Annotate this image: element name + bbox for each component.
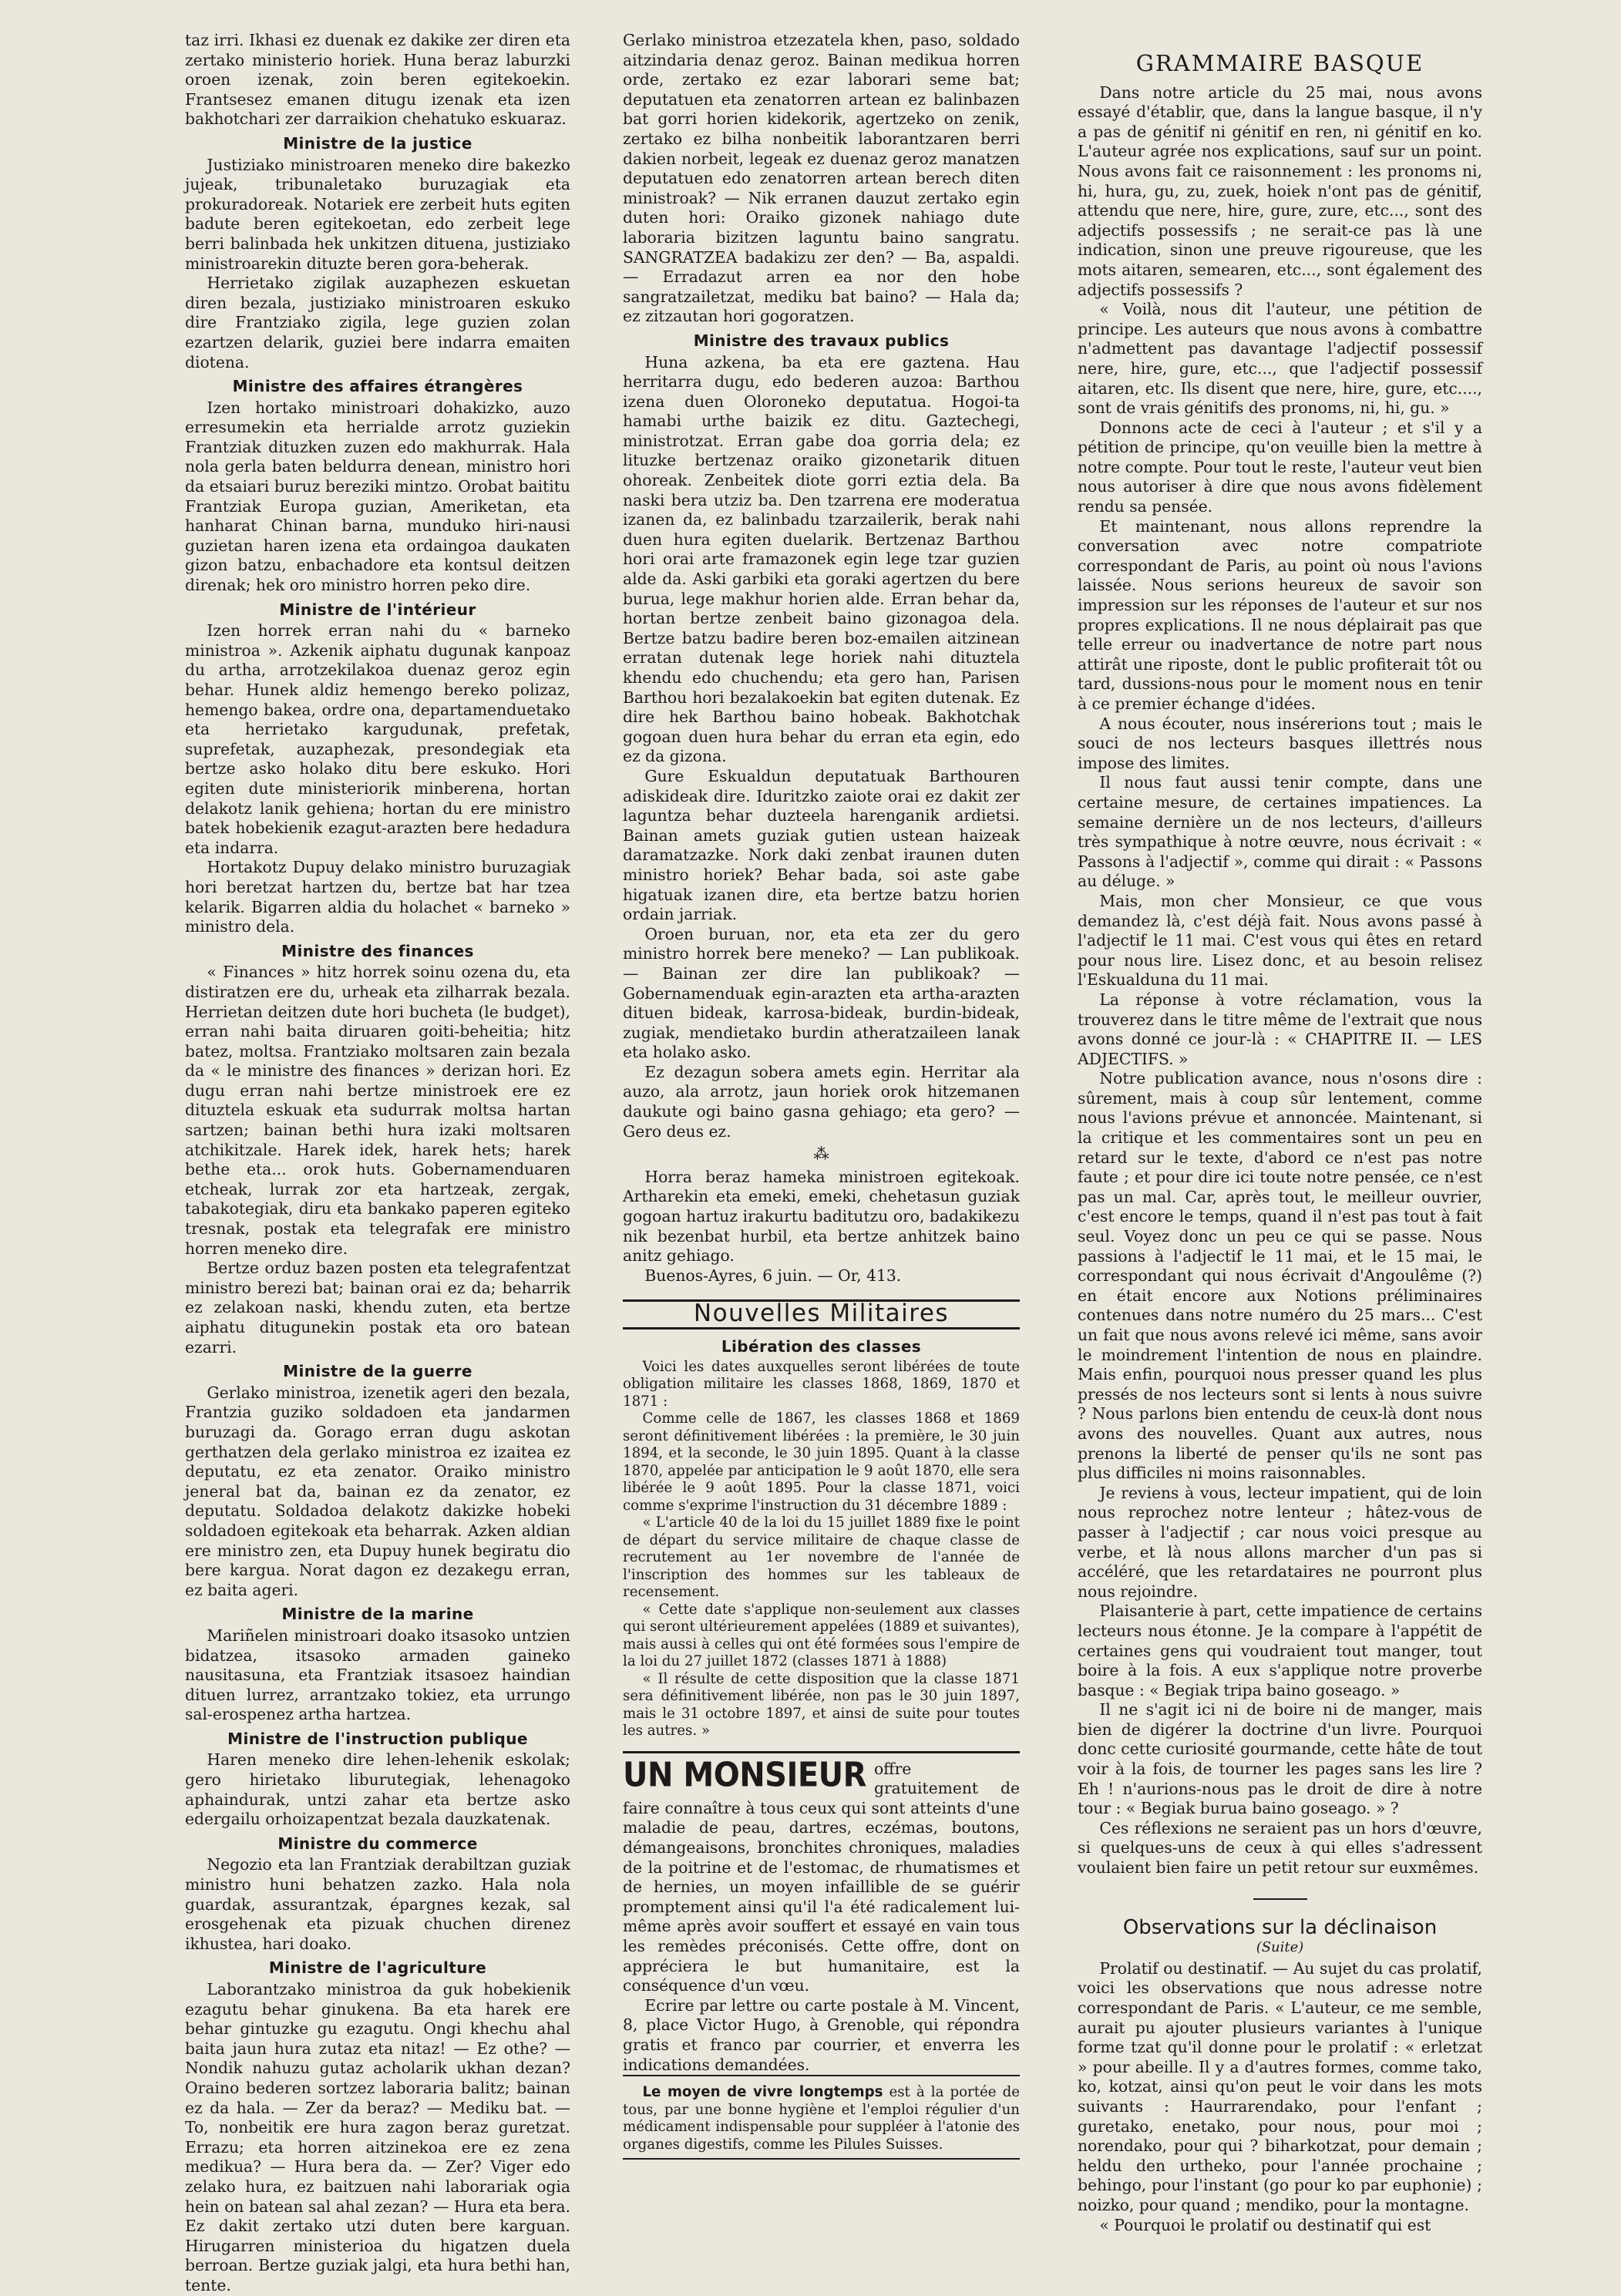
paragraph: Dans notre article du 25 mai, nous avons essayé d'établir, que, dans la langue basque, il n'y a pas de génitif ni génitif en ren, ni génitif en ko. L'auteur agrée nos explications, sauf sur un point. Nous avons fait ce raisonnement : les pronoms ni, hi, hura, gu, zu, zuek, hoiek n'ont pas de génitif, attendu que nere, hire, gure, zure, etc..., sont des adjectifs possessifs ; ne serait-ce pas là une indication, sinon une preuve rigoureuse, que les mots aitaren, semearen, etc..., sont également des adjectifs possessifs ? [1078, 82, 1482, 299]
paragraph: Oroen buruan, nor, eta eta zer du gero ministro horrek bere meneko? — Lan publikoak. — Bainan zer dire lan publikoak? — Gobernamenduak egin-arazten eta artha-arazten dituen bideak, karrosa-bideak, burdin-bideak, zugiak, mendietako burdin atheratzaileen lanak eta holako asko. [623, 924, 1020, 1062]
section-title: Ministre des travaux publics [693, 331, 950, 350]
paragraph: Hortakotz Dupuy delako ministro buruzagiak hori beretzat hartzen du, bertze bat har tzea kelarik. Bigarren aldia du holachet « barneko » ministro dela. [185, 858, 570, 936]
paragraph: Laborantzako ministroa da guk hobekienik ezagutu behar ginukena. Ba eta harek ere behar gintuzke gu ezagutu. Ongi khechu ahal baita jaun hura zutaz eta nitaz! — Ez othe? — Nondik nahuzu gutaz acholarik ukhan dezan? Oraino bederen sortzez laboraria balitz; bainan ez da hala. — Zer da beraz? — Mediku bat. — To, nonbeitik ere hura zagon beraz guretzat. Errazu; eta horren aitzinekoa ere ez zena medikua? — Hura bera da. — Zer? Viger edo zelako hura, ez baitzuen nahi laborariak ogia hein on batean sal ahal zezan? — Hura eta bera. Ez dakit zertako utzi duten bere karguan. Hirugarren ministerioa du higatzen duela berroan. Bertze guziak jalgi, eta hura bethi han, tente. [185, 1980, 570, 2294]
paragraph: Il nous faut aussi tenir compte, dans une certaine mesure, de certaines impatiences. La semaine dernière un de nos lecteurs, d'ailleurs très sympathique à notre œuvre, nous écrivait : « Passons à l'adjectif », comme qui dirait : « Passons au déluge. » [1078, 773, 1482, 891]
grammaire-basque-heading: GRAMMAIRE BASQUE [1135, 50, 1424, 76]
paragraph: Horra beraz hameka ministroen egitekoak. Artharekin eta emeki, emeki, chehetasun guziak gogoan hartuz irakurtu baditutzu oro, badakikezu nik bezenbat hurbil, eta bertze anhitzek baino anitz gehiago. [623, 1167, 1020, 1266]
section-title: Ministre de l'instruction publique [227, 1729, 528, 1748]
notice-text: est à la portée de tous, par une bonne hygiène et l'emploi régulier d'un médicament indispensable pour suppléer à l'atonie des organes digestifs, comme les Pilules Suisses. [623, 2084, 1020, 2153]
suite-label: (Suite) [1256, 1939, 1304, 1956]
paragraph: « Il résulte de cette disposition que la classe 1871 sera définitivement libérée, non pas le 30 juin 1897, mais le 31 octobre 1897, et ainsi de suite pour toutes les autres. » [623, 1670, 1020, 1740]
paragraph: Gerlako ministroa, izenetik ageri den bezala, Frantzia guziko soldadoen eta jandarmen buruzagi da. Gorago erran dugu askotan gerthatzen dela gerlako ministroa ez izaitea ez deputatu, ez eta zenator. Oraiko ministro jeneral bat da, bainan ez da zenator, ez deputatu. Soldadoa delakotz dakizke hobeki soldadoen egitekoak eta beharrak. Azken aldian ere ministro zen, eta Dupuy hunek begiratu dio bere kargua. Norat dagon ez dezakegu erran, ez baita ageri. [185, 1383, 570, 1599]
section-title: Ministre des affaires étrangères [232, 377, 523, 396]
paragraph: Ces réflexions ne seraient pas un hors d'œuvre, si quelques-uns de ceux à qui elles s'adressent voulaient bien faire un petit retour sur euxmêmes. [1078, 1818, 1482, 1877]
paragraph: Notre publication avance, nous n'osons dire : sûrement, mais à coup sûr lentement, comme nous l'avions prévue et annoncée. Maintenant, si la critique et les commentaires sont un peu en retard sur le texte, d'abord ce n'est pas notre faute ; et pour dire ici toute notre pensée, ce n'est pas un mal. Car, après tout, le meilleur ouvrier, c'est encore le temps, quand il n'est pas tout à fait seul. Voyez donc un peu ce qui se passe. Nous passions à l'adjectif le 11 mai, et le 15 mai, le correspondant qui nous écrivait d'Angoulême (?) en était encore aux Notions préliminaires contenues dans notre numéro du 25 mars... C'est un fait que nous avons relevé ici même, sans avoir le moindrement l'intention de nous en plaindre. Mais enfin, pourquoi nous presser quand les plus pressés de nos lecteurs sont si lents à nous suivre ? Nous parlons bien entendu de ceux-là dont nous avons des nouvelles. Quant aux autres, nous prenons la liberté de penser qu'ils ne sont pas plus difficiles ni moins raisonnables. [1078, 1069, 1482, 1483]
section-title: Ministre des finances [281, 941, 474, 960]
paragraph: Mariñelen ministroari doako itsasoko untzien bidatzea, itsasoko armaden gaineko nausitasuna, eta Frantziak itsasoez haindian dituen lurrez, arrantzako tokiez, eta urrungo sal-erospenez artha hartzea. [185, 1625, 570, 1724]
advertisement [623, 1751, 1020, 2077]
section-title: Ministre de la marine [281, 1605, 474, 1624]
paragraph: A nous écouter, nous insérerions tout ; mais le souci de nos lecteurs basques illettrés nous impose des limites. [1078, 714, 1482, 772]
column-2 [623, 31, 1020, 2251]
paragraph: Huna azkena, ba eta ere gaztena. Hau herritarra dugu, edo bederen auzoa: Barthou izena duen Oloroneko deputatua. Hogoi-ta hamabi urthe baizik ez ditu. Gaztechegi, ministrotzat. Erran gabe doa gorria dela; ez lituzke bertzenaz oraiko gizonetarik dituen ohoreak. Zenbeitek diote gorri eztia dela. Ba naski bera utziz ba. Den tzarrena ere moderatua izanen da, ez balinbadu tzarzailerik, berak nahi duen hura egiten duelarik. Bertzenaz Barthou hori orai arte framazonek egin lege tzar guzien alde da. Aski garbiki eta goraki agertzen du bere burua, lege makhur horien alde. Erran behar da, hortan bertze zenbeit baino gizonagoa dela. Bertze batzu badire beren boz-emailen aitzinean erratan dutenak lege horiek nahi dituztela khendu edo chuchendu; eta gero han, Parisen Barthou hori bezalakoekin bat egiten dutenak. Ez dire hek Barthou baino hobeak. Bakhotchak gogoan duen hura behar du erran eta egin, edo ez da gizona. [623, 352, 1020, 766]
col2-intro: Gerlako ministroa etzezatela khen, paso, soldado aitzindaria denaz geroz. Bainan medikua horren orde, zertako ez ezar laborari seme bat; deputatuen eta zenatorren artean ez balinbazen bat gorri horien kidekorik, agertzeko on zenik, zertako ez bilha nonbeitik laborantzaren berri dakien norbeit, legeak ez duenaz geroz manatzen deputatuen edo zenatorren artean berech diten ministroak? — Nik erranen dauzut zertako egin duten hori: Oraiko gizonek nahiago dute laboraria bizitzen laguntu baino sangratu. SANGRATZEA badakizu zer den? — Ba, aspaldi. — Erradazut arren ea nor den hobe sangratzailetzat, mediku bat baino? — Hala da; ez zitzautan hori gogoratzen. [623, 31, 1020, 326]
ad-headline: UN MONSIEUR [623, 1755, 866, 1794]
section-title: Ministre de la guerre [283, 1362, 473, 1381]
section-title: Ministre de l'intérieur [279, 600, 476, 619]
divider [1253, 1898, 1307, 1900]
paragraph: Je reviens à vous, lecteur impatient, qui de loin nous reprochez notre lenteur ; hâtez-vous de passer à l'adjectif ; car nous voici presque au verbe, et là nous allons marcher d'un pas si accéléré, que les retardataires ne pourront plus nous rejoindre. [1078, 1483, 1482, 1601]
paragraph: Plaisanterie à part, cette impatience de certains lecteurs nous étonne. Je la compare à l'appétit de certaines gens qui voudraient tout manger, tout boire à la fois. A eux s'applique notre proverbe basque : « Begiak tripa baino goseago. » [1078, 1602, 1482, 1699]
notice [623, 2084, 1020, 2160]
paragraph: Comme celle de 1867, les classes 1868 et 1869 seront définitivement libérées : la première, le 30 juin 1894, et la seconde, le 30 juin 1895. Quant à la classe 1870, appelée par anticipation le 9 août 1870, elle sera libérée le 9 août 1895. Pour la classe 1871, voici comme s'exprime l'instruction du 31 décembre 1889 : [623, 1410, 1020, 1514]
section-title: Ministre de l'agriculture [268, 1958, 487, 1978]
paragraph: Negozio eta lan Frantziak derabiltzan guziak ministro huni behatzen zazko. Hala nola guardak, assurantzak, épargnes kezak, sal erosgehenak eta pizuak chuchen direnez ikhustea, hari doako. [185, 1855, 570, 1953]
section-title: Libération des classes [721, 1337, 922, 1356]
column-1 [185, 31, 570, 2294]
paragraph: Justiziako ministroaren meneko dire bakezko jujeak, tribunaletako buruzagiak eta prokuradoreak. Notariek ere zerbeit huts egiten badute beren egitekoetan, edo zerbeit lege berri balinbada hek unkitzen dituena, justiziako ministroarekin dituzte beren gora-beherak. [185, 155, 570, 273]
paragraph: Haren meneko dire lehen-lehenik eskolak; gero hirietako liburutegiak, lehenagoko aphaindurak, untzi zahar eta bertze asko edergailu orhoizapentzat bezala dauzkatenak. [185, 1750, 570, 1829]
paragraph: La réponse à votre réclamation, vous la trouverez dans le titre même de l'extrait que nous avons donné ce jour-là : « CHAPITRE II. — LES ADJECTIFS. » [1078, 990, 1482, 1068]
paragraph: Izen horrek erran nahi du « barneko ministroa ». Azkenik aiphatu dugunak kanpoaz du artha, arrotzekilakoa duenaz geroz egin behar. Hunek aldiz hemengo bereko polizaz, hemengo bakea, ordre ona, departamenduetako eta herrietako kargudunak, prefetak, suprefetak, auzaphezak, presondegiak eta bertze asko holako ditu bere eskuko. Hori egiten dute ministeriorik minberena, hortan delakotz lanik gehiena; hortan du ere ministro batek hobekienik ezagut-arazten bere hedadura eta indarra. [185, 621, 570, 857]
paragraph: Voici les dates auxquelles seront libérées de toute obligation militaire les classes 1868, 1869, 1870 et 1871 : [623, 1358, 1020, 1410]
paragraph: Gure Eskualdun deputatuak Barthouren adiskideak dire. Iduritzko zaiote orai ez dakit zer laguntza behar duzteela harenganik ardietsi. Bainan amets guziak gutien ustean haizeak daramatzazke. Nork daki zenbat iraunen duten ministro horiek? Behar bada, soi aste gabe higatuak izanen dire, eta bertze batzu horien ordain jarriak. [623, 766, 1020, 924]
paragraph: Mais, mon cher Monsieur, ce que vous demandez là, c'est déjà fait. Nous avons passé à l'adjectif le 11 mai. C'est vous qui êtes en retard pour nous lire. Lisez donc, et au besoin relisez l'Eskualduna du 11 mai. [1078, 891, 1482, 990]
notice-lead: Le moyen de vivre longtemps [642, 2084, 883, 2101]
paragraph: Il ne s'agit ici ni de boire ni de manger, mais bien de digérer la doctrine d'un livre. Pourquoi donc cette curiosité gourmande, cette hâte de tout voir à la fois, de tourner les pages sans les lire ? Eh ! n'aurions-nous pas le droit de dire à notre tour : « Begiak burua baino goseago. » ? [1078, 1700, 1482, 1818]
paragraph: Prolatif ou destinatif. — Au sujet du cas prolatif, voici les observations que nous adresse notre correspondant de Paris. « L'auteur, ce me semble, aurait pu ajouter plusieurs variantes à l'unique forme tzat qu'il donne pour le prolatif : « erletzat » pour abeille. Il y a d'autres formes, comme tako, ko, kotzat, ainsi qu'on peut le voir dans les mots suivants : Haurrarendako, pour l'enfant ; guretako, enetako, pour nous, pour moi ; norendako, pour qui ? biharkotzat, pour demain ; heldu den urtheko, pour l'année prochaine ; behingo, pour l'instant (go pour ko par euphonie) ; noizko, pour quand ; mendiko, pour la montagne. [1078, 1958, 1482, 2214]
asterism-divider: ⁂ [813, 1145, 829, 1164]
paragraph: Donnons acte de ceci à l'auteur ; et s'il y a pétition de principe, qu'on veuille bien la mettre à notre compte. Pour tout le reste, l'auteur veut bien nous autoriser à dire que nous avons fidèlement rendu sa pensée. [1078, 418, 1482, 516]
ad-contact: Ecrire par lettre ou carte postale à M. Vincent, 8, place Victor Hugo, à Grenoble, qui répondra gratis et franco par courrier, et enverra les indications demandées. [623, 1995, 1020, 2074]
paragraph: « Cette date s'applique non-seulement aux classes qui seront ultérieurement appelées (1889 et suivantes), mais aussi à celles qui ont été formées sous l'empire de la loi du 27 juillet 1872 (classes 1871 à 1888) [623, 1601, 1020, 1670]
paragraph: « Pourquoi le prolatif ou destinatif qui est [1099, 2215, 1431, 2234]
ad-text: offre gratuitement de faire connaître à tous ceux qui sont atteints d'une maladie de peau, dartres, eczémas, boutons, démangeaisons, bronchites chroniques, maladies de la poitrine et de l'estomac, de rhumatismes et de hernies, un moyen infaillible de se guérir promptement ainsi qu'il l'a été radicalement lui-même après avoir souffert et essayé en vain tous les remèdes préconisés. Cette offre, dont on appréciera le but humanitaire, est la conséquence d'un vœu. [623, 1759, 1020, 1995]
military-news-banner: Nouvelles Militaires [623, 1299, 1020, 1330]
paragraph: Et maintenant, nous allons reprendre la conversation avec notre compatriote correspondant de Paris, au point où nous l'avions laissée. Nous serions heureux de savoir son impression sur les réponses de l'auteur et sur nos propres explications. Il ne nous déplairait pas que telle erreur ou inadvertance de notre part nous attirât une riposte, dont le public profiterait tôt ou tard, dussions-nous pour le moment nous en tenir à ce premier échange d'idées. [1078, 516, 1482, 713]
paragraph: « Finances » hitz horrek soinu ozena du, eta distiratzen ere du, urheak eta zilharrak bezala. Herrietan deitzen dute hori bucheta (le budget), erran nahi baita diruaren goiti-beheitia; hitz batez, moltsa. Frantziako moltsaren zain bezala da « le ministre des finances » derizan hori. Ez dugu erran nahi bertze ministroek ere ez dituztela eskuak eta sudurrak moltsa hartan sartzen; bainan bethi hura izaki moltsaren atchikitzale. Harek idek, harek hets; harek bethe eta... orok huts. Gobernamenduaren etcheak, lurrak zor eta hartzeak, zergak, tabakotegiak, diru eta bankako paperen egiteko tresnak, postak eta telegrafak ere ministro horren meneko dire. [185, 963, 570, 1258]
column-3 [1078, 31, 1482, 2251]
paragraph: « Voilà, nous dit l'auteur, une pétition de principe. Les auteurs que nous avons à combattre n'admettent pas davantage l'adjectif possessif nere, hire, gure, etc..., que l'adjectif possessif aitaren, etc. Ils disent que nere, hire, gure, etc...., sont de vrais génitifs des pronoms, ni, hi, gu. » [1078, 300, 1482, 418]
paragraph: Ez dezagun sobera amets egin. Herritar ala auzo, ala arrotz, jaun horiek orok hitzemanen daukute ogi baino gasna gehiago; eta gero? — Gero deus ez. [623, 1062, 1020, 1141]
signature: Buenos-Ayres, 6 juin. — Or, 413. [644, 1266, 902, 1285]
section-title: Ministre de la justice [283, 133, 473, 153]
observations-heading: Observations sur la déclinaison [1122, 1915, 1438, 1939]
paragraph: Herrietako zigilak auzaphezen eskuetan diren bezala, justiziako ministroaren eskuko dire Frantziako zigila, lege guzien zolan ezartzen delarik, guziei bere indarra emaiten diotena. [185, 274, 570, 371]
paragraph: Izen hortako ministroari dohakizko, auzo erresumekin eta herrialde arrotz guziekin Frantziak dituzken zuzen edo makhurrak. Hala nola gerla baten beldurra denean, ministro hori da etsaiari buruz bereziki mintzo. Orobat baititu Frantziak Europa guzian, Ameriketan, eta hanharat Chinan barna, munduko hiri-nausi guzietan haren izena eta ordaingoa daukaten gizon batzu, enbachadore eta kontsul deitzen direnak; hek oro ministro horren peko dire. [185, 398, 570, 595]
paragraph: Bertze orduz bazen posten eta telegrafentzat ministro berezi bat; bainan orai ez da; beharrik ez zelakoan naski, khendu zuten, eta bertze aiphatu ditugunekin postak eta oro batean ezarri. [185, 1259, 570, 1356]
paragraph: « L'article 40 de la loi du 15 juillet 1889 fixe le point de départ du service militaire de chaque classe de recrutement au 1er novembre de l'année de l'inscription des hommes sur les tableaux de recensement. [623, 1514, 1020, 1601]
section-title: Ministre du commerce [277, 1834, 478, 1853]
col1-intro: taz irri. Ikhasi ez duenak ez dakike zer diren eta zertako ministerio horiek. Huna beraz laburzki oroen izenak, zoin beren egitekoekin. Frantsesez emanen ditugu izenak eta izen bakhotchari zer darraikion chehatuko eskuaraz. [185, 31, 570, 129]
